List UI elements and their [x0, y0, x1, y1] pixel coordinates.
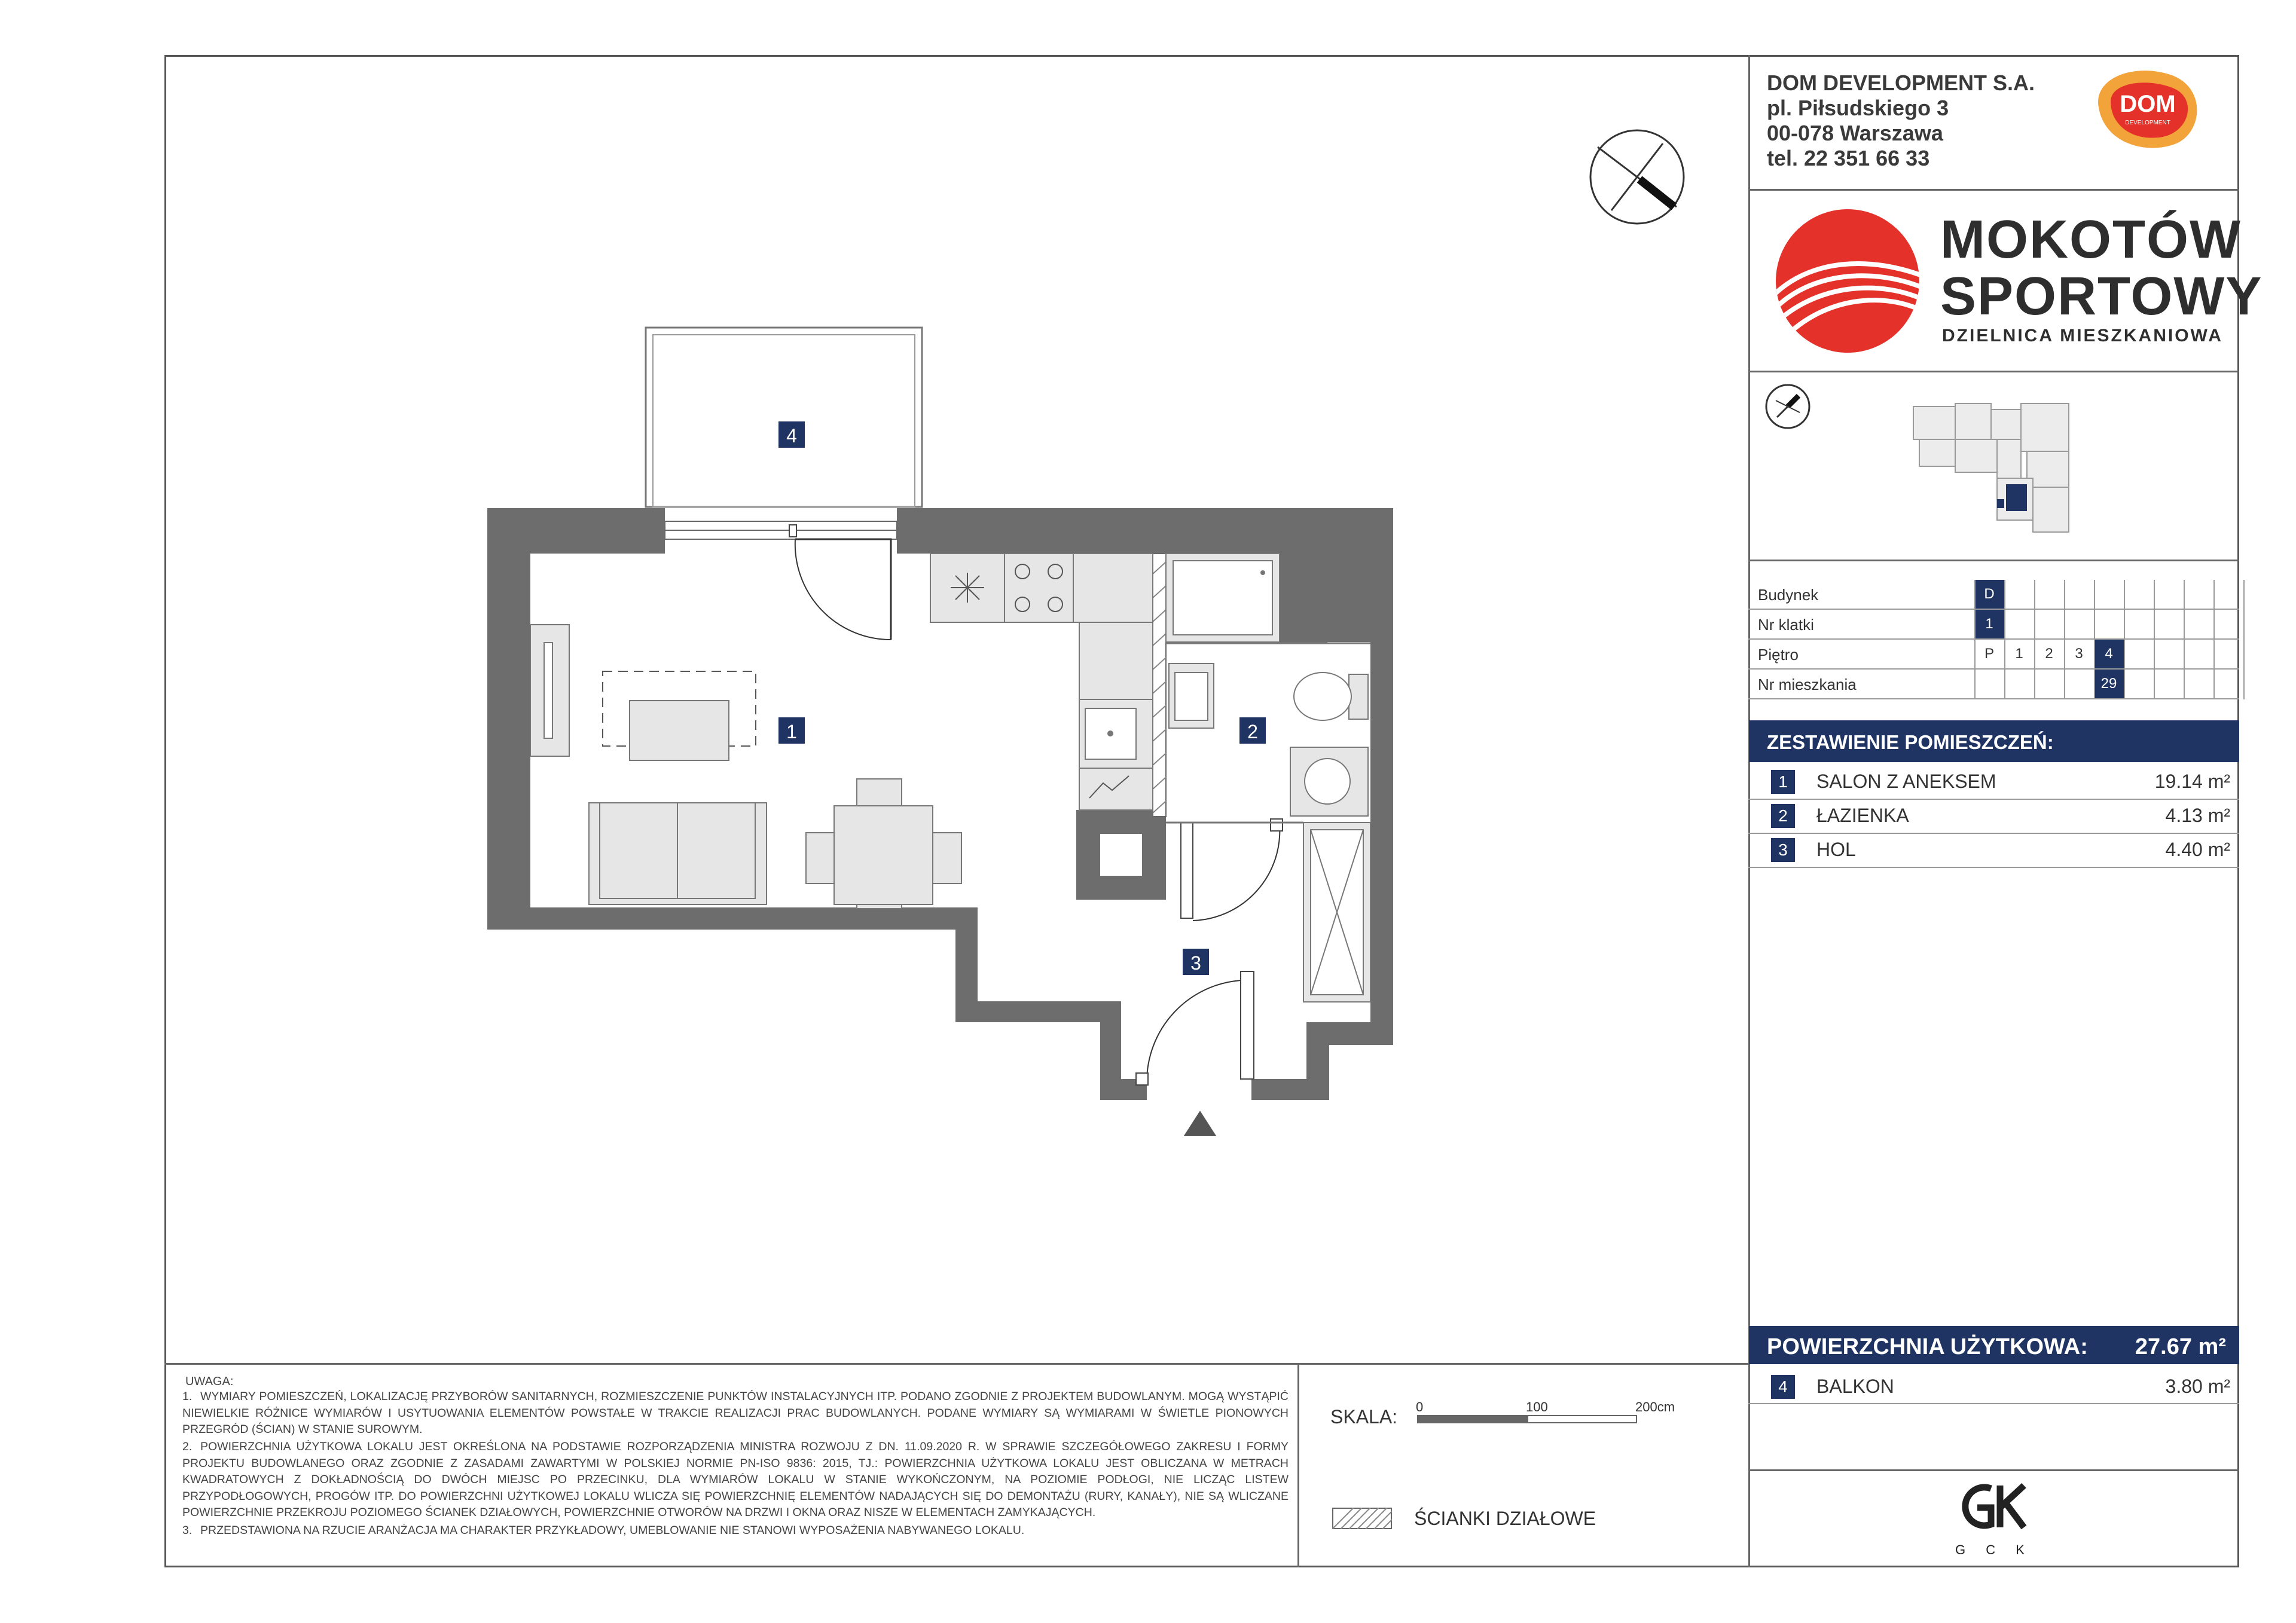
- balcony-area: 3.80 m²: [2165, 1376, 2230, 1397]
- scale-bar-light: [1527, 1415, 1637, 1423]
- info-label: Piętro: [1758, 646, 1799, 664]
- divider-project: [1748, 371, 2239, 372]
- tv-cabinet: [530, 625, 569, 756]
- wardrobe: [1303, 823, 1370, 1002]
- balcony-name: BALKON: [1816, 1376, 1894, 1397]
- info-col-divider: [2064, 580, 2065, 699]
- info-cell: 1: [2015, 646, 2023, 662]
- washing-machine: [1290, 747, 1368, 816]
- dom-logo-subtext: DEVELOPMENT: [2125, 120, 2170, 126]
- room-1-label: 1: [786, 721, 797, 742]
- info-col-divider: [2184, 580, 2185, 699]
- coffee-table: [630, 701, 729, 760]
- room-divider: [1748, 799, 2239, 800]
- room-area: 4.13 m²: [2165, 805, 2230, 826]
- info-cell: 1: [1974, 610, 2004, 638]
- company-name: DOM DEVELOPMENT S.A.: [1767, 71, 2035, 95]
- note-text: POWIERZCHNIA UŻYTKOWA LOKALU JEST OKREŚLONA NA PODSTAWIE ROZPORZĄDZENIA MINISTRA ROZWOJU Z DN. 11.09.2020 R. W SPRAWIE SZCZEGÓŁOWEGO ZAKRESU I FORMY PROJEKTU BUDOWLANEGO ORAZ ZGODNIE Z ZASADAMI ZAWARTYMI W POLSKIEJ NORMIE PN-ISO 9836: 2015, TJ.: POWIERZCHNIA UŻYTKOWA LOKALU JEST OBLICZANA W METRACH KWADRATOWYCH Z DOKŁADNOŚCIĄ DO DWÓCH MIEJSC PO PRZECINKU, DLA WYMIARÓW LOKALU W STANIE WYKOŃCZONYM, NA POZIOMIE PODŁOGI, NIE LICZĄC LISTEW PRZYPODŁOGOWYCH, PROGÓW ITP. DO POWIERZCHNI UŻYTKOWEJ LOKALU WLICZA SIĘ POWIERZCHNIĘ ELEMENTÓW NADAJĄCYCH SIĘ DO DEMONTAŻU (RURY, KANAŁY), NIE SĄ WLICZANE POWIERZCHNIE PRZEKROJU POZIOMEGO ŚCIANEK DZIAŁOWYCH, POWIERZCHNIE OTWORÓW NA DRZWI I OKNA ORAZ NISZE W ELEMENTACH ZAMYKAJĄCYCH.: [182, 1440, 1289, 1519]
- divider-keyplan: [1748, 560, 2239, 561]
- info-label: Budynek: [1758, 586, 1819, 604]
- info-cell: P: [1984, 646, 1994, 662]
- info-cell: 29: [2094, 670, 2124, 698]
- scale-tick-200: 200cm: [1635, 1399, 1675, 1414]
- dom-development-logo: [2087, 66, 2206, 155]
- divider-notes: [164, 1363, 1749, 1365]
- dom-logo-text: DOM: [2120, 91, 2176, 117]
- room-divider: [1748, 867, 2239, 868]
- washbasin: [1169, 664, 1214, 728]
- note-item: [182, 1439, 1289, 1521]
- note-text: PRZEDSTAWIONA NA RZUCIE ARANŻACJA MA CHARAKTER PRZYKŁADOWY, UMEBLOWANIE NIE STANOWI WYPOSAŻENIA NABYWANEGO LOKALU.: [200, 1524, 1025, 1537]
- room-4-label: 4: [786, 425, 797, 447]
- info-cell: 2: [2045, 646, 2053, 662]
- info-col-divider: [1974, 580, 1976, 699]
- info-cell: 4: [2094, 640, 2124, 668]
- rooms-header-band: [1749, 720, 2239, 762]
- balcony-window: [665, 521, 897, 539]
- rooms-header: ZESTAWIENIE POMIESZCZEŃ:: [1767, 731, 2054, 753]
- info-col-divider: [2213, 580, 2215, 699]
- info-col-divider: [2124, 580, 2125, 699]
- note-item: [182, 1523, 1289, 1539]
- entrance-arrow-icon: [1184, 1111, 1216, 1136]
- divider-architect: [1748, 1469, 2239, 1471]
- sofa: [589, 803, 767, 904]
- note-number: 1.: [182, 1390, 193, 1403]
- info-cell: 3: [2075, 646, 2083, 662]
- divider-scale: [1297, 1363, 1299, 1567]
- gck-logo: [1946, 1477, 2042, 1536]
- room-2-label: 2: [1247, 721, 1258, 742]
- scale-tick-100: 100: [1526, 1399, 1548, 1414]
- compass-icon: [1590, 130, 1684, 224]
- scale-bar-dark: [1417, 1415, 1527, 1423]
- info-col-divider: [2034, 580, 2035, 699]
- info-col-divider: [2243, 580, 2245, 699]
- project-title-1: MOKOTÓW: [1940, 210, 2242, 270]
- room-area: 19.14 m²: [2154, 771, 2230, 792]
- note-item: [182, 1389, 1289, 1438]
- mokotow-sportowy-logo: [1773, 206, 1922, 356]
- info-row-divider: [1748, 698, 2239, 699]
- bathtub: [1166, 554, 1280, 642]
- balcony-number: 4: [1771, 1375, 1795, 1399]
- info-col-divider: [2154, 580, 2155, 699]
- scale-label: SKALA:: [1330, 1406, 1398, 1428]
- scale-tick-0: 0: [1416, 1399, 1424, 1414]
- partition-wall-hatch-icon: [1332, 1508, 1392, 1529]
- info-label: Nr mieszkania: [1758, 676, 1857, 693]
- gck-text: G C K: [1955, 1542, 2033, 1557]
- room-number: 2: [1771, 804, 1795, 828]
- room-divider: [1748, 833, 2239, 834]
- dining-table: [806, 779, 961, 909]
- info-col-divider: [2004, 580, 2005, 699]
- building-key-plan: [1907, 395, 2081, 550]
- room-name: ŁAZIENKA: [1816, 805, 1909, 826]
- toilet: [1294, 673, 1368, 720]
- room-3-label: 3: [1190, 952, 1201, 974]
- note-number: 3.: [182, 1524, 193, 1537]
- balcony-divider: [1748, 1403, 2239, 1404]
- project-subtitle: DZIELNICA MIESZKANIOWA: [1942, 326, 2223, 346]
- room-number: 3: [1771, 838, 1795, 862]
- usable-area-label: POWIERZCHNIA UŻYTKOWA:: [1767, 1334, 2088, 1359]
- company-address-1: pl. Piłsudskiego 3: [1767, 96, 1949, 120]
- usable-area-band: [1749, 1326, 2239, 1364]
- project-title-2: SPORTOWY: [1940, 267, 2263, 326]
- info-row-divider: [1748, 638, 2239, 640]
- info-cell: D: [1974, 580, 2004, 609]
- room-name: SALON Z ANEKSEM: [1816, 771, 1996, 792]
- note-number: 2.: [182, 1440, 193, 1453]
- room-area: 4.40 m²: [2165, 839, 2230, 860]
- kitchen-unit: [930, 554, 1153, 810]
- company-address-2: 00-078 Warszawa: [1767, 121, 1943, 145]
- keyplan-compass-icon: [1764, 383, 1812, 430]
- usable-area-value: 27.67 m²: [2135, 1334, 2226, 1359]
- note-text: WYMIARY POMIESZCZEŃ, LOKALIZACJĘ PRZYBORÓW SANITARNYCH, ROZMIESZCZENIE PUNKTÓW INSTALACYJNYCH ITP. PODANO ZGODNIE Z PROJEKTEM BUDOWLANYM. MOGĄ WYSTĄPIĆ NIEWIELKIE RÓŻNICE WYMIARÓW I USYTUOWANIA ELEMENTÓW POWSTAŁE W TRAKCIE REALIZACJI PRAC BUDOWLANYCH. PODANE WYMIARY SĄ WYMIARAMI W ŚWIETLE PIONOWYCH PRZEGRÓD (ŚCIAN) W STANIE SUROWYM.: [182, 1390, 1289, 1436]
- legend-partition-walls: ŚCIANKI DZIAŁOWE: [1414, 1508, 1596, 1529]
- divider-company: [1748, 189, 2239, 191]
- room-name: HOL: [1816, 839, 1856, 860]
- notes-title: UWAGA:: [185, 1375, 234, 1388]
- balcony: [646, 328, 922, 507]
- room-number: 1: [1771, 770, 1795, 794]
- info-label: Nr klatki: [1758, 616, 1814, 634]
- company-phone: tel. 22 351 66 33: [1767, 146, 1930, 170]
- info-col-divider: [2094, 580, 2095, 699]
- info-row-divider: [1748, 668, 2239, 670]
- partition-wall: [1153, 554, 1166, 817]
